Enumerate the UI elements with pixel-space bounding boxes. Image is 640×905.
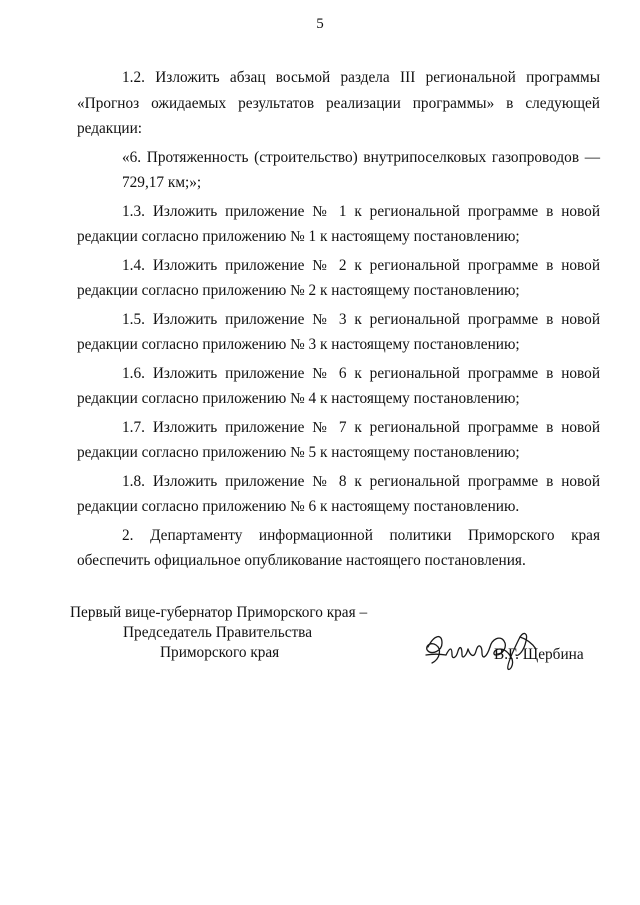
document-body (77, 65, 600, 577)
page-number: 5 (316, 16, 324, 32)
signatory-name: В.Г. Щербина (494, 646, 584, 663)
paragraph-2: 2. Департаменту информационной политики Приморского края обеспечить официальное опубликование настоящего постановления. (77, 526, 600, 569)
paragraph-1-2: 1.2. Изложить абзац восьмой раздела III региональной программы «Прогноз ожидаемых результатов реализации программы» в следующей редакции: (77, 69, 600, 137)
signatory-title-line-3: Приморского края (160, 644, 280, 661)
signature-block (70, 603, 610, 673)
signatory-title-line-2: Председатель Правительства (123, 624, 312, 641)
quoted-text-line-2: 729,17 км;»; (122, 174, 202, 191)
paragraph-1-5: 1.5. Изложить приложение № 3 к региональной программе в новой редакции согласно приложению № 3 к настоящему постановлению; (77, 310, 600, 353)
paragraph-1-7: 1.7. Изложить приложение № 7 к региональной программе в новой редакции согласно приложению № 5 к настоящему постановлению; (77, 418, 600, 461)
signatory-title-line-1: Первый вице-губернатор Приморского края – (70, 604, 368, 621)
paragraph-1-4: 1.4. Изложить приложение № 2 к региональной программе в новой редакции согласно приложению № 2 к настоящему постановлению; (77, 256, 600, 299)
paragraph-1-3: 1.3. Изложить приложение № 1 к региональной программе в новой редакции согласно приложению № 1 к настоящему постановлению; (77, 202, 600, 245)
paragraph-1-8: 1.8. Изложить приложение № 8 к региональной программе в новой редакции согласно приложению № 6 к настоящему постановлению. (77, 472, 600, 515)
paragraph-1-6: 1.6. Изложить приложение № 6 к региональной программе в новой редакции согласно приложению № 4 к настоящему постановлению; (77, 364, 600, 407)
quoted-text-line-1: «6. Протяженность (строительство) внутрипоселковых газопроводов — (122, 148, 600, 166)
